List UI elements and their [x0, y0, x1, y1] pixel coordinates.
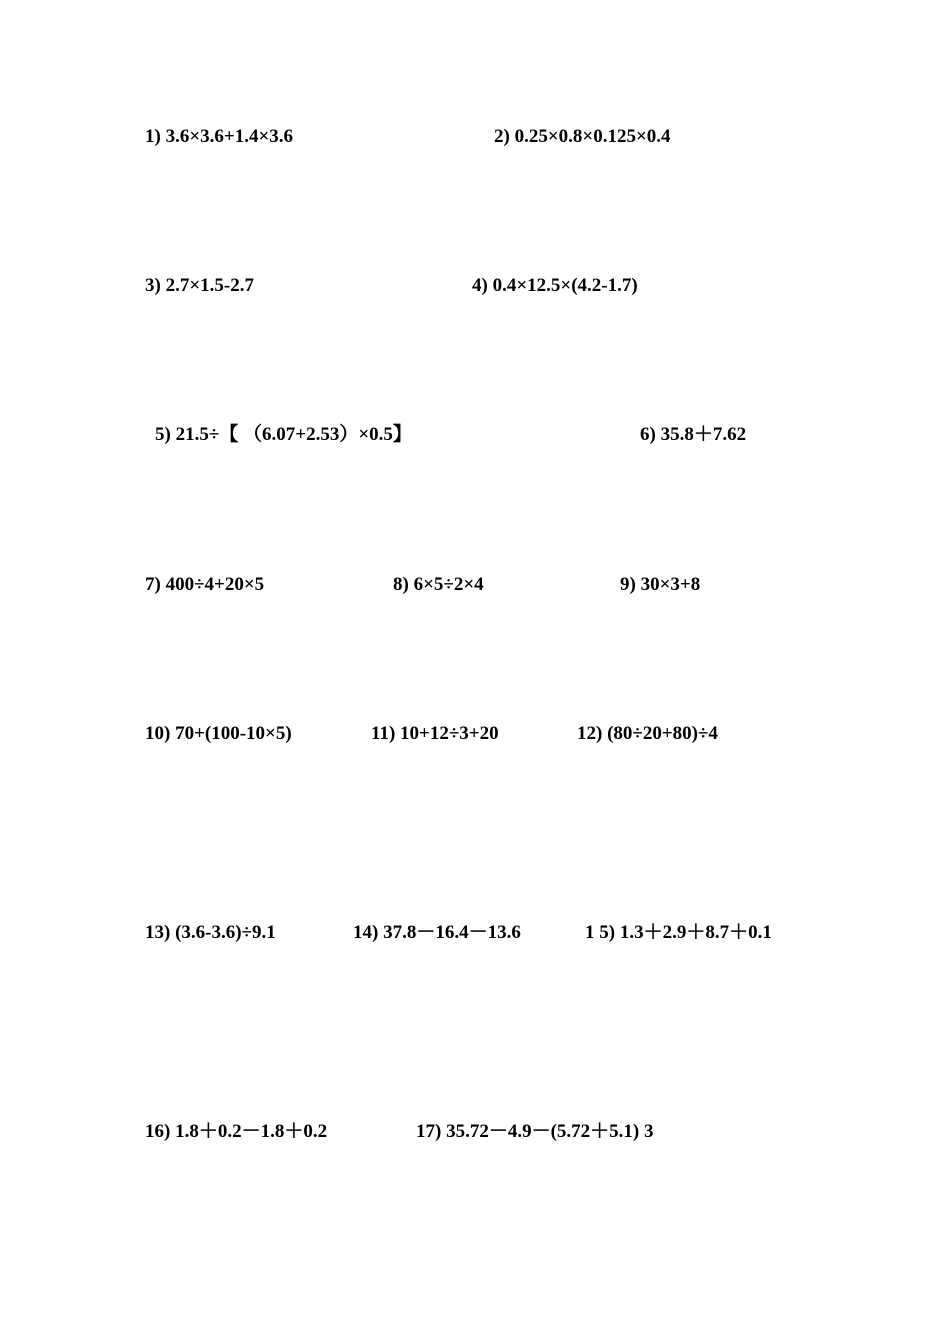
problem-9: 9) 30×3+8: [620, 574, 701, 595]
problem-11: 11) 10+12÷3+20: [371, 723, 499, 744]
problem-4: 4) 0.4×12.5×(4.2-1.7): [472, 275, 638, 296]
problem-1: 1) 3.6×3.6+1.4×3.6: [145, 126, 294, 147]
problem-14: 14) 37.8－16.4－13.6: [353, 922, 521, 943]
problem-15: 1 5) 1.3＋2.9＋8.7＋0.1: [585, 922, 772, 943]
problem-8: 8) 6×5÷2×4: [393, 574, 484, 595]
problem-17: 17) 35.72－4.9－(5.72＋5.1) 3: [416, 1121, 654, 1142]
problem-13: 13) (3.6-3.6)÷9.1: [145, 922, 276, 943]
problem-6: 6) 35.8＋7.62: [640, 424, 747, 445]
problem-12: 12) (80÷20+80)÷4: [577, 723, 718, 744]
problem-2: 2) 0.25×0.8×0.125×0.4: [494, 126, 671, 147]
problem-3: 3) 2.7×1.5-2.7: [145, 275, 254, 296]
problem-10: 10) 70+(100-10×5): [145, 723, 292, 744]
problem-7: 7) 400÷4+20×5: [145, 574, 265, 595]
problem-5: 5) 21.5÷【 （6.07+2.53）×0.5】: [155, 424, 412, 445]
problem-16: 16) 1.8＋0.2－1.8＋0.2: [145, 1121, 328, 1142]
